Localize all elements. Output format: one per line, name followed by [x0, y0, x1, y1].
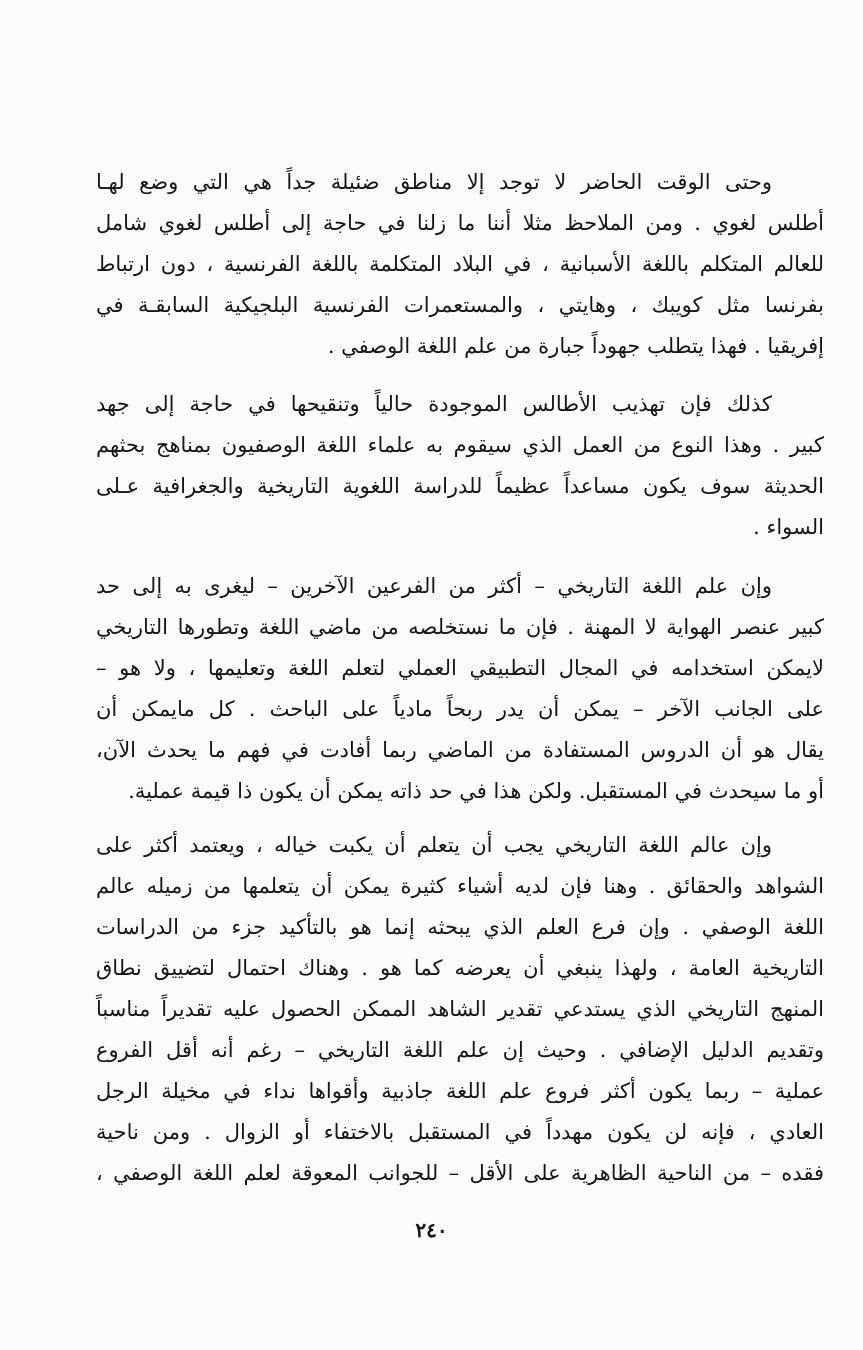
text-line: إفريقيا . فهذا يتطلب جهوداً جبارة من علم اللغة الوصفي .: [327, 334, 824, 358]
text-line: عملية – ربما يكون أكثر فروع علم اللغة جاذبية وأقواها نداء في مخيلة الرجل: [96, 1079, 824, 1103]
text-line: أطلس لغوي . ومن الملاحظ مثلا أننا ما زلنا في حاجة إلى أطلس لغوي شامل: [96, 211, 824, 235]
text-line: اللغة الوصفي . وإن فرع العلم الذي يبحثه إنما هو بالتأكيد جزء من الدراسات: [96, 915, 824, 939]
text-line: للعالم المتكلم باللغة الأسبانية ، في البلاد المتكلمة باللغة الفرنسية ، دون ارتباط: [96, 252, 824, 276]
text-line: على الجانب الآخر – يمكن أن يدر ربحاً مادياً على الباحث . كل مايمكن أن: [96, 697, 824, 721]
text-line: وإن عالم اللغة التاريخي يجب أن يتعلم أن يكبت خياله ، ويعتمد أكثر على: [96, 833, 772, 857]
text-line: التاريخية العامة ، ولهذا ينبغي أن يعرضه كما هو . وهناك احتمال لتضييق نطاق: [96, 956, 824, 980]
text-line: المنهج التاريخي الذي يستدعي تقدير الشاهد الممكن الحصول عليه تقديراً مناسباً: [96, 997, 824, 1021]
text-line: أو ما سيحدث في المستقبل. ولكن هذا في حد ذاته يمكن أن يكون ذا قيمة عملية.: [128, 779, 824, 803]
paragraph-3: [96, 566, 824, 812]
text-line: الشواهد والحقائق . وهنا فإن لديه أشياء كثيرة يمكن أن يتعلمها من زميله عالم: [96, 874, 824, 898]
text-line: كذلك فإن تهذيب الأطالس الموجودة حالياً وتنقيحها في حاجة إلى جهد: [96, 392, 772, 416]
text-line: العادي ، فإنه لن يكون مهدداً في المستقبل بالاختفاء أو الزوال . ومن ناحية: [96, 1120, 824, 1144]
text-line: كبير عنصر الهواية لا المهنة . فإن ما نستخلصه من ماضي اللغة وتطورها التاريخي: [96, 615, 824, 639]
text-line: وتقديم الدليل الإضافي . وحيث إن علم اللغة التاريخي – رغم أنه أقل الفروع: [96, 1038, 824, 1062]
paragraph-1: [96, 162, 824, 367]
text-line: بفرنسا مثل كويبك ، وهايتي ، والمستعمرات الفرنسية البلجيكية السابقـة في: [96, 293, 824, 317]
text-line: كبير . وهذا النوع من العمل الذي سيقوم به علماء اللغة الوصفيون بمناهج بحثهم: [96, 433, 824, 457]
text-line: وحتى الوقت الحاضر لا توجد إلا مناطق ضئيلة جداً هي التي وضع لهـا: [96, 170, 772, 194]
text-line: وإن علم اللغة التاريخي – أكثر من الفرعين الآخرين – ليغرى به إلى حد: [96, 574, 772, 598]
text-line: السواء .: [753, 515, 824, 539]
text-line: يقال هو أن الدروس المستفادة من الماضي ربما أفادت في فهم ما يحدث الآن،: [96, 738, 824, 762]
text-line: الحديثة سوف يكون مساعداً عظيماً للدراسة اللغوية التاريخية والجغرافية عـلى: [96, 474, 824, 498]
text-line: لايمكن استخدامه في المجال التطبيقي العملي لتعلم اللغة وتعليمها ، ولا هو –: [96, 656, 824, 680]
page-number: ٢٤٠: [415, 1218, 448, 1242]
text-line: فقده – من الناحية الظاهرية على الأقل – للجوانب المعوقة لعلم اللغة الوصفي ،: [96, 1161, 824, 1185]
paragraph-2: [96, 384, 824, 548]
paragraph-4: [96, 825, 824, 1194]
